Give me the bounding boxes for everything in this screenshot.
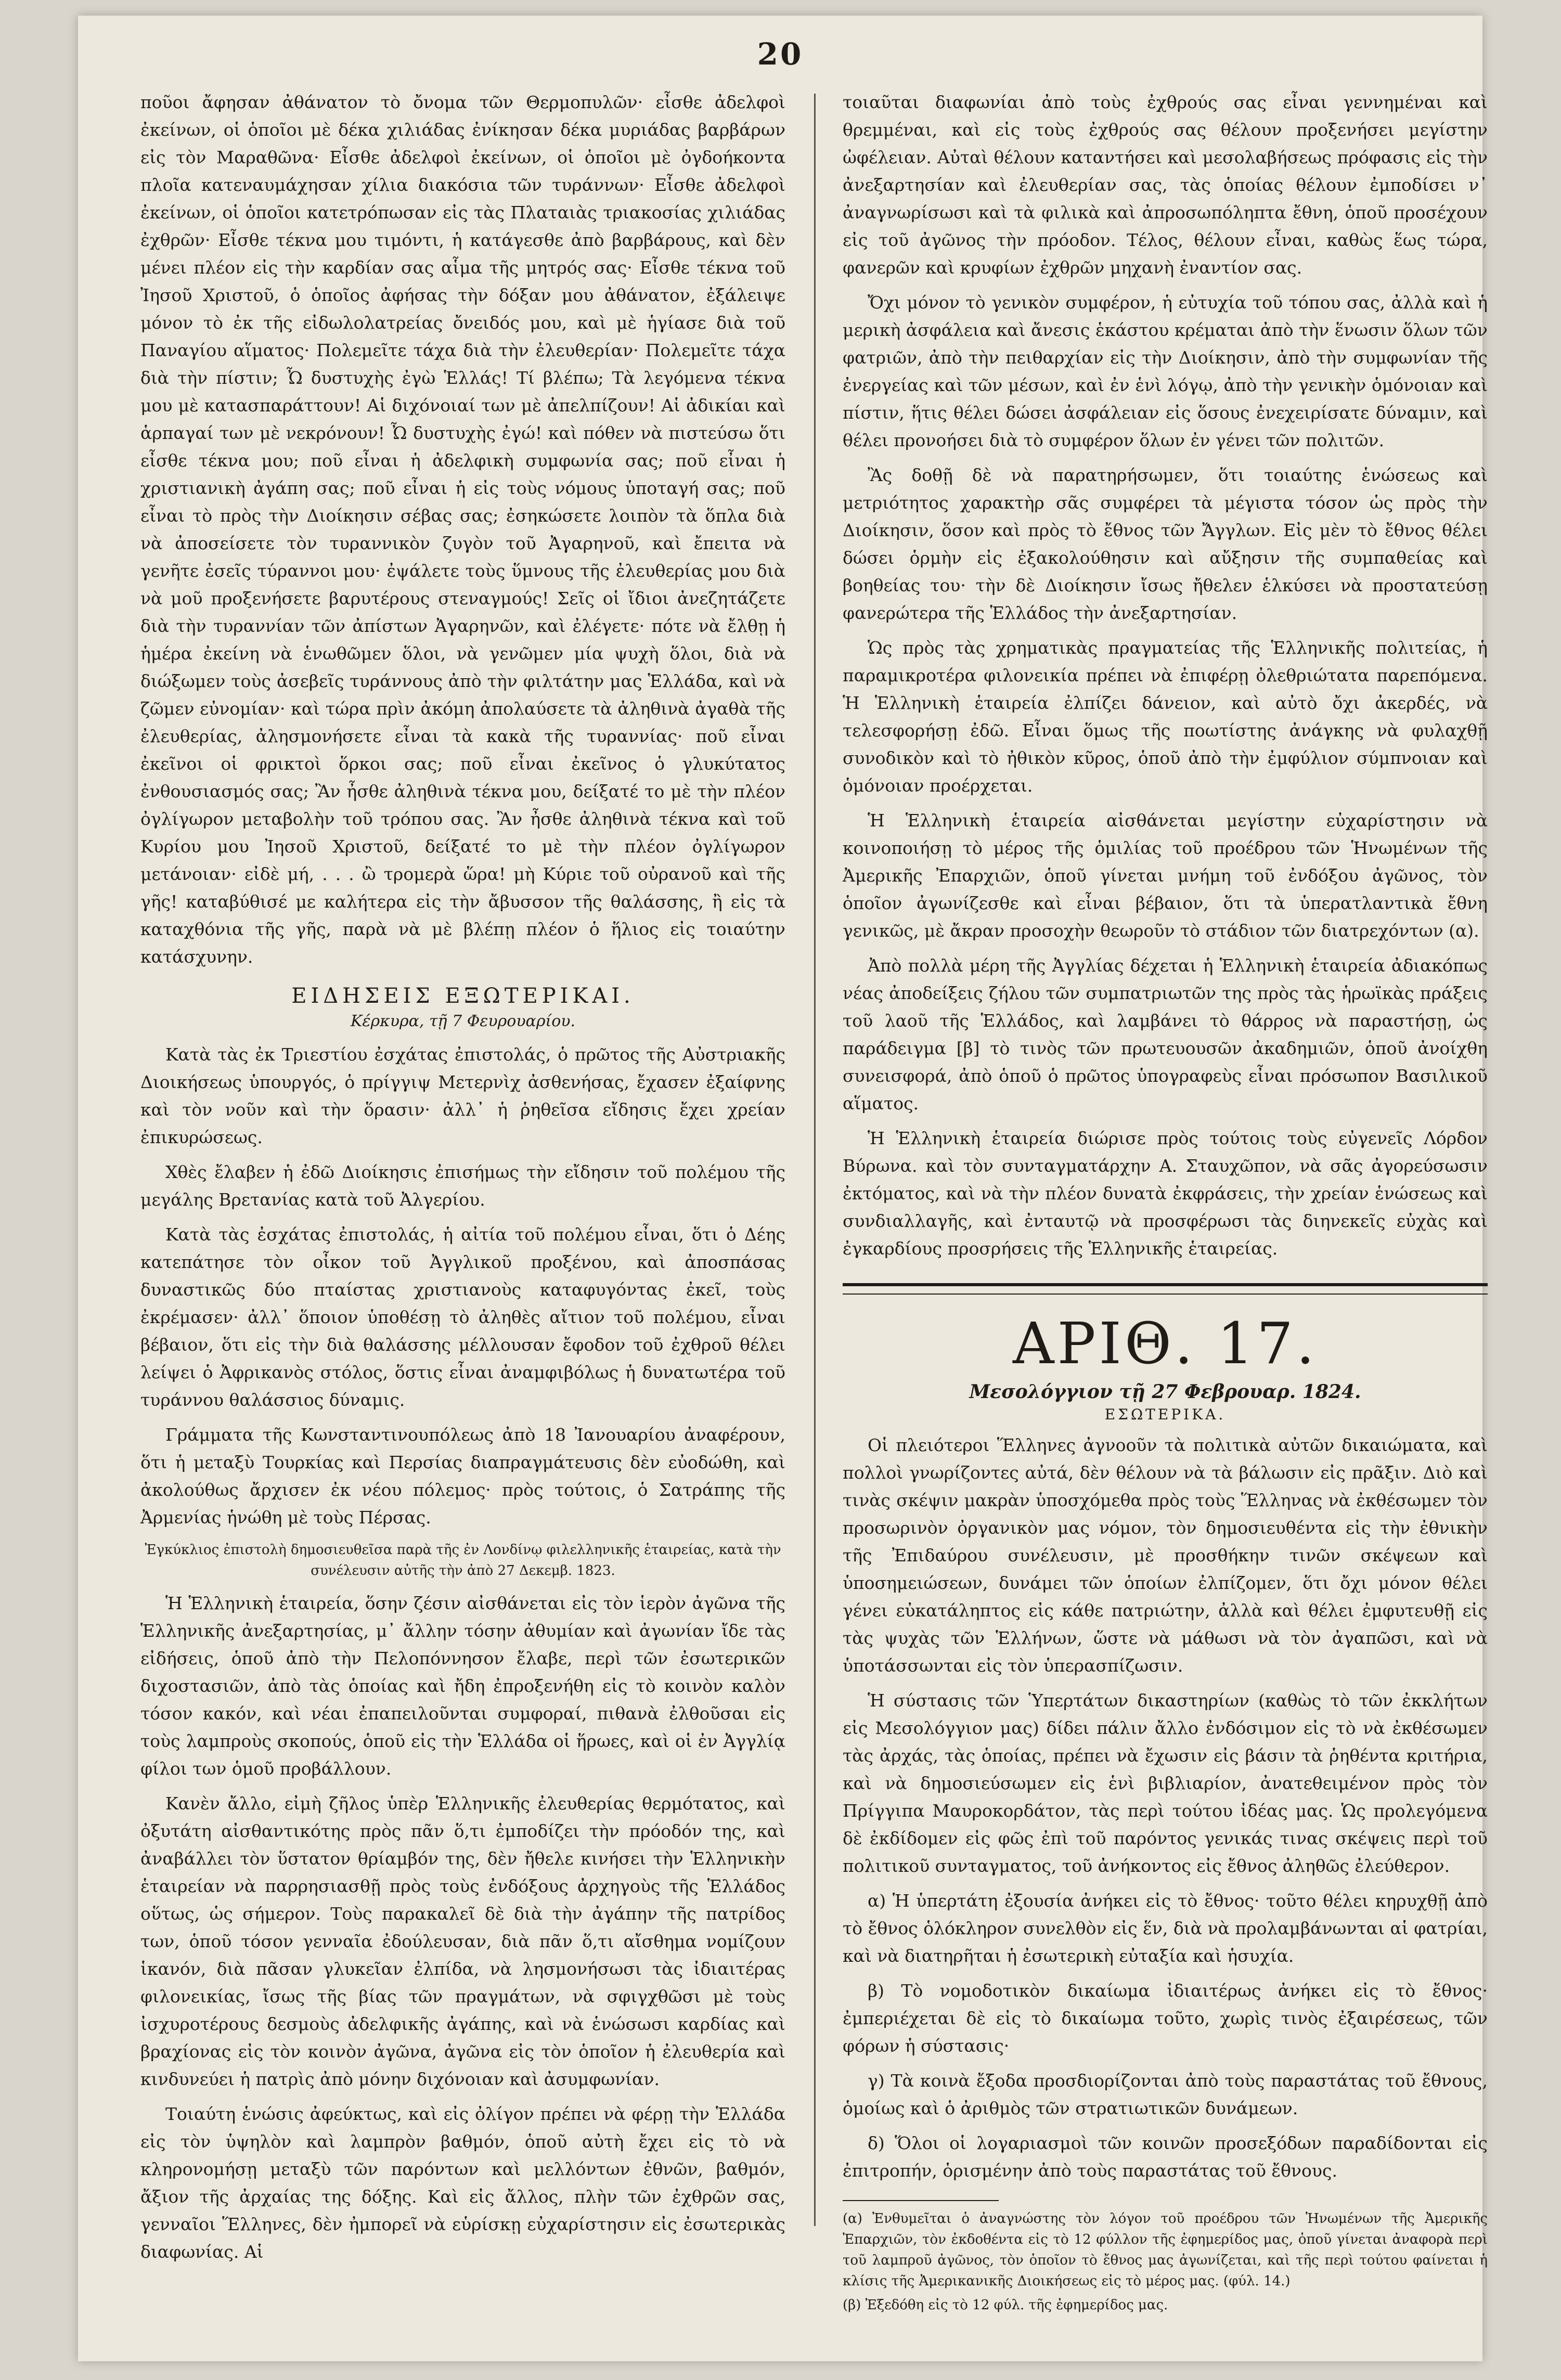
letter-paragraph: Ἡ Ἑλληνικὴ ἑταιρεία, ὅσην ζέσιν αἰσθάνεται εἰς τὸν ἱερὸν ἀγῶνα τῆς Ἑλληνικῆς ἀνεξαρτησίας, μ᾽ ἄλλην τόσην ἀθυμίαν καὶ ἀγωνίαν ἴδε τὰς εἰδήσεις, ὁποῦ ἀπὸ τὴν Πελοπόννησον ἔλαβε, περὶ τῶν ἐσωτερικῶν διχοστασιῶν, ἀπὸ τὰς ὁποίας καὶ ἤδη ἐπροξενήθη εἰς τὸ κοινὸν καλὸν τόσον κακόν, καὶ νέαι ἐπαπειλοῦνται συμφοραί, πιθανὰ ἐλθοῦσαι εἰς τοὺς λαμπροὺς σκοπούς, ὁποῦ εἰς τὴν Ἑλλάδα οἱ ἥρωες, καὶ οἱ ἐν Ἀγγλίᾳ φίλοι των ὁμοῦ προβάλλουν. xyxy=(140,1593,785,1779)
letter-paragraph: Ἡ Ἑλληνικὴ ἑταιρεία αἰσθάνεται μεγίστην εὐχαρίστησιν νὰ κοινοποιήσῃ τὸ μέρος τῆς ὁμιλίας τοῦ προέδρου τῶν Ἡνωμένων τῆς Ἀμερικῆς Ἐπαρχιῶν, ὁποῦ γίνεται μνήμη τοῦ ἐνδόξου ἀγῶνος, τὸν ὁποῖον ἀγωνίζεσθε καὶ εἶναι βέβαιον, ὅτι τὰ ὑπερατλαντικὰ ἔθνη γενικῶς, μὲ ἄκραν προσοχὴν θεωροῦν τὸ στάδιον τῶν διατρεχόντων (α). xyxy=(843,810,1488,941)
issue-number: ΑΡΙΘ. 17. xyxy=(1013,1310,1318,1377)
section-title-foreign-news: ΕΙΔΗΣΕΙΣ ΕΞΩΤΕΡΙΚΑΙ. xyxy=(291,984,635,1008)
domestic-paragraph: Ἡ σύστασις τῶν Ὑπερτάτων δικαστηρίων (καθὼς τὸ τῶν ἐκκλήτων εἰς Μεσολόγγιον μας) δίδει πάλιν ἄλλο ἐνδόσιμον εἰς τὸ νὰ ἐκθέσωμεν τὰς ἀρχάς, τὰς ὁποίας, πρέπει νὰ ἔχωσιν εἰς βάσιν τὰ ῥηθέντα κριτήρια, καὶ νὰ δημοσιεύσωμεν εἰς ἑνὶ βιβλιαρίον, ἀνατεθειμένον πρὸς τὸν Πρίγγιπα Μαυροκορδάτον, τὰς περὶ τούτου ἰδέας μας. Ὡς προλεγόμενα δὲ ἐκδίδομεν εἰς φῶς ἐπὶ τοῦ παρόντος γενικάς τινας σκέψεις περὶ τοῦ πολιτικοῦ συνταγματος, τοῦ ἀνήκοντος εἰς ἔθνος ἀληθῶς ἐλεύθερον. xyxy=(843,1690,1488,1876)
letter-paragraph: Ἂς δοθῇ δὲ νὰ παρατηρήσωμεν, ὅτι τοιαύτης ἑνώσεως καὶ μετριότητος χαρακτὴρ σᾶς συμφέρει τὰ μέγιστα τόσον ὡς πρὸς τὴν Διοίκησιν, ὅσον καὶ πρὸς τὸ ἔθνος τῶν Ἄγγλων. Εἰς μὲν τὸ ἔθνος θέλει δώσει ὁρμὴν εἰς ἐξακολούθησιν καὶ αὔξησιν τῆς συμπαθείας καὶ βοηθείας του· τὴν δὲ Διοίκησιν ἴσως ἤθελεν ἑλκύσει νὰ προστατεύσῃ φανερώτερα τῆς Ἑλλάδος τὴν ἀνεξαρτησίαν. xyxy=(843,465,1488,623)
letter-paragraph: Ὄχι μόνον τὸ γενικὸν συμφέρον, ἡ εὐτυχία τοῦ τόπου σας, ἀλλὰ καὶ ἡ μερικὴ ἀσφάλεια καὶ ἄνεσις ἑκάστου κρέμαται ἀπὸ τὴν ἕνωσιν ὅλων τῶν φατριῶν, ἀπὸ τὴν πειθαρχίαν εἰς τὴν Διοίκησιν, ἀπὸ τὴν συμφωνίαν τῆς ἐνεργείας καὶ τῶν μέσων, καὶ ἐν ἑνὶ λόγῳ, ἀπὸ τὴν γενικὴν ὁμόνοιαν καὶ πίστιν, ἥτις θέλει δώσει ἀσφάλειαν εἰς ὅσους ἐνεχειρίσατε δύναμιν, καὶ θέλει προνοήσει διὰ τὸ συμφέρον ὅλων ἐν γένει τῶν πολιτῶν. xyxy=(843,292,1488,450)
dateline: Κέρκυρα, τῇ 7 Φευρουαρίου. xyxy=(350,1012,576,1030)
page-header xyxy=(78,36,1482,72)
right-column xyxy=(843,88,1488,2319)
domestic-paragraph: Οἱ πλειότεροι Ἕλληνες ἀγνοοῦν τὰ πολιτικὰ αὐτῶν δικαιώματα, καὶ πολλοὶ γνωρίζοντες αὐτά, δὲν θέλουν νὰ τὰ βάλωσιν εἰς πρᾶξιν. Διὸ καὶ τινὰς σκέψιν μακρὰν ὑποσχόμεθα πρὸς τοὺς Ἕλληνας νὰ ἐκθέσωμεν τὸν προσωρινὸν ὀργανικὸν μας νόμον, τὸν δημοσιευθέντα εἰς τὴν ἐθνικὴν τῆς Ἐπιδαύρου συνέλευσιν, μὲ προσθήκην τινῶν σκέψεων καὶ ὑποσημειώσεων, δυνάμει τῶν ὁποίων ἐλπίζομεν, ὅτι ὄχι μόνον θέλει γένει εὐκατάληπτος εἰς κάθε πατριώτην, ἀλλὰ καὶ θέλει ἐμφυτευθῇ εἰς τὰς ψυχὰς τῶν Ἑλλήνων, ὥστε νὰ μάθωσι νὰ τὸν ἀγαπῶσι, καὶ νὰ ὑποτάσσωνται εἰς τὸν ὑπερασπίζωσιν. xyxy=(843,1435,1488,1676)
news-paragraph: Χθὲς ἔλαβεν ἡ ἐδῶ Διοίκησις ἐπισήμως τὴν εἴδησιν τοῦ πολέμου τῆς μεγάλης Βρετανίας κατὰ τοῦ Ἀλγερίου. xyxy=(140,1162,785,1210)
list-item: β) Τὸ νομοδοτικὸν δικαίωμα ἰδιαιτέρως ἀνήκει εἰς τὸ ἔθνος· ἐμπεριέχεται δὲ εἰς τὸ δικαίωμα τοῦτο, χωρὶς τινὸς ἐξαιρέσεως, τῶν φόρων ἡ σύστασις· xyxy=(843,1981,1488,2056)
newspaper-page xyxy=(78,16,1488,2361)
article-paragraph: ποῦοι ἄφησαν ἀθάνατον τὸ ὄνομα τῶν Θερμοπυλῶν· εἶσθε ἀδελφοὶ ἐκείνων, οἱ ὁποῖοι μὲ δέκα χιλιάδας ἐνίκησαν δέκα μυριάδας βαρβάρων εἰς τὸν Μαραθῶνα· Εἶσθε ἀδελφοὶ ἐκείνων, οἱ ὁποῖοι μὲ ὀγδοήκοντα πλοῖα κατεναυμάχησαν χίλια διακόσια τῶν τυράννων· Εἶσθε ἀδελφοὶ ἐκείνων, οἱ ὁποῖοι κατετρόπωσαν εἰς τὰς Πλαταιὰς τριακοσίας χιλιάδας ἐχθρῶν· Εἶσθε τέκνα μου τιμόντι, ἡ κατάγεσθε ἀπὸ βαρβάρους, καὶ δὲν μένει πλέον εἰς τὴν καρδίαν σας αἷμα τῆς μητρός σας· Εἶσθε τέκνα τοῦ Ἰησοῦ Χριστοῦ, ὁ ὁποῖος ἀφήσας τὴν δόξαν μου ἀθάνατον, ἐξάλειψε μόνον τὸ ἐκ τῆς εἰδωλολατρείας ὄνειδός μου, καὶ μὲ ἡγίασε διὰ τοῦ Παναγίου αἵματος· Πολεμεῖτε τάχα διὰ τὴν ἐλευθερίαν· Πολεμεῖτε τάχα διὰ τὴν πίστιν; Ὦ δυστυχὴς ἐγὼ Ἑλλάς! Τί βλέπω; Τὰ λεγόμενα τέκνα μου μὲ κατασπαράττουν! Αἱ διχόνοιαί των μὲ ἀπελπίζουν! Αἱ ἀδικίαι καὶ ἁρπαγαί των μὲ νεκρόνουν! Ὦ δυστυχὴς ἐγώ! καὶ πόθεν νὰ πιστεύσω ὅτι εἶσθε τέκνα μου; ποῦ εἶναι ἡ ἀδελφικὴ συμφωνία σας; ποῦ εἶναι ἡ χριστιανικὴ ἀγάπη σας; ποῦ εἶναι ἡ εἰς τοὺς νόμους ὑποταγή σας; ποῦ εἶναι τὸ πρὸς τὴν Διοίκησιν σέβας σας; ἐσηκώσετε λοιπὸν τὰ ὅπλα διὰ νὰ ἀποσείσετε τὸν τυραννικὸν ζυγὸν τοῦ Ἀγαρηνοῦ, καὶ ἔπειτα νὰ γενῆτε ἐσεῖς τύραννοι μου· ἐψάλετε τοὺς ὕμνους τῆς ἐλευθερίας μου διὰ νὰ μοῦ προξενήσετε βαρυτέρους στεναγμούς! Σεῖς οἱ ἴδιοι ἀνεζητάζετε διὰ τὴν τυραννίαν τῶν ἀπίστων Ἀγαρηνῶν, καὶ ἐλέγετε· πότε νὰ ἔλθῃ ἡ ἡμέρα ἐκείνη νὰ ἑνωθῶμεν ὅλοι, νὰ γενῶμεν μία ψυχὴ ὅλοι, διὰ νὰ διώξωμεν τοὺς ἀσεβεῖς τυράννους ἀπὸ τὴν φιλτάτην μας Ἑλλάδα, καὶ νὰ ζῶμεν εὐνομίαν· καὶ τώρα πρὶν ἀκόμη ἀπολαύσετε τὰ ἀληθινὰ ἀγαθὰ τῆς ἐλευθερίας, ἀλησμονήσετε εἶναι τὰ κακὰ τῆς τυραννίας· ποῦ εἶναι ἐκεῖνοι οἱ φρικτοὶ ὅρκοι σας; ποῦ εἶναι ἐκεῖνος ὁ γλυκύτατος ἐνθουσιασμός σας; Ἂν ἦσθε ἀληθινὰ τέκνα μου, δείξατέ το μὲ τὴν πλέον ὀγλίγωρον μεταβολὴν τοῦ τρόπου σας. Ἂν ἦσθε ἀληθινὰ τέκνα καὶ τοῦ Κυρίου μου Ἰησοῦ Χριστοῦ, δείξατέ το μὲ τὴν πλέον ὀγλίγωρον μετάνοιαν· εἰδὲ μή, . . . ὢ τρομερὰ ὥρα! μὴ Κύριε τοῦ οὐρανοῦ καὶ τῆς γῆς! καταβύθισέ με καλήτερα εἰς τὴν ἄβυσσον τῆς θαλάσσης, ἢ εἰς τὰ καταχθόνια τῆς γῆς, παρὰ νὰ μὲ βλέπῃ πλέον ὁ ἥλιος εἰς τοιαύτην κατάσχυνην. xyxy=(140,92,785,967)
letter-paragraph: Τοιαύτη ἑνώσις ἀφεύκτως, καὶ εἰς ὀλίγον πρέπει νὰ φέρῃ τὴν Ἑλλάδα εἰς τὸν ὑψηλὸν καὶ λαμπρὸν βαθμόν, ὁποῦ αὐτὴ ἔχει εἰς τὸ νὰ κληρονομήσῃ μεταξὺ τῶν παρόντων καὶ μελλόντων ἐθνῶν, βαθμόν, ἄξιον τῆς ἀρχαίας της δόξης. Καὶ εἰς ἄλλος, πλὴν τῶν ἐχθρῶν σας, γενναῖοι Ἕλληνες, δὲν ἠμπορεῖ νὰ εὑρίσκῃ εὐχαρίστησιν εἰς ἐσωτερικὰς διαφωνίας. Αἱ xyxy=(140,2104,785,2262)
letter-paragraph: Ἡ Ἑλληνικὴ ἑταιρεία διώρισε πρὸς τούτοις τοὺς εὐγενεῖς Λόρδον Βύρωνα. καὶ τὸν συνταγματάρχην Α. Σταυχῶπον, νὰ σᾶς ἀγορεύσωσιν ἐκτόματος, καὶ νὰ τὴν πλέον δυνατὰ ἐκφράσεις, τὴν χρείαν ἑνώσεως καὶ συνδιαλλαγῆς, καὶ ἐνταυτῷ νὰ προσφέρωσι τὰς διηνεκεῖς εὐχὰς καὶ ἐγκαρδίους προσρήσεις τῆς Ἑλληνικῆς ἑταιρείας. xyxy=(843,1128,1488,1259)
news-paragraph: Κατὰ τὰς ἐσχάτας ἐπιστολάς, ἡ αἰτία τοῦ πολέμου εἶναι, ὅτι ὁ Δέης κατεπάτησε τὸν οἶκον τοῦ Ἀγγλικοῦ προξένου, καὶ ἀποσπάσας δυναστικῶς δύο πταίστας χριστιανοὺς καταφυγόντας ἐκεῖ, τοὺς ἐκρέμασεν· ἀλλ᾽ ὅποιον ὑποθέσῃ τὸ ἀληθὲς αἴτιον τοῦ πολέμου, εἶναι βέβαιον, ὅτι εἰς τὴν διὰ θαλάσσης μέλλουσαν ἔφοδον τοῦ ἐχθροῦ θέλει λείψει ὁ Ἀφρικανὸς στόλος, ὅστις εἶναι ἀναμφιβόλως ἡ δυνατωτέρα τοῦ τυράννου θαλάσσιος δύναμις. xyxy=(140,1224,785,1410)
double-rule xyxy=(843,1283,1488,1295)
footnote-divider xyxy=(843,2200,999,2201)
letter-paragraph: Κανὲν ἄλλο, εἰμὴ ζῆλος ὑπὲρ Ἑλληνικῆς ἐλευθερίας θερμότατος, καὶ ὀξυτάτη αἰσθαντικότης πρὸς πᾶν ὅ,τι ἐμποδίζει τὴν πρόοδόν της, καὶ ἀναβάλλει τὸν ὕστατον θρίαμβόν της, δὲν ἤθελε κινήσει τὴν Ἑλληνικὴν ἑταιρείαν νὰ παρρησιασθῇ πρὸς τοὺς ἐνδόξους ἀρχηγοὺς τῆς Ἑλλάδος οὕτως, ὡς σήμερον. Τοὺς παρακαλεῖ δὲ διὰ τὴν ἀγάπην τῆς πατρίδος των, ὁποῦ τόσον γενναῖα ἐδούλευσαν, διὰ πᾶν ὅ,τι αἴσθημα νομίζουν ἱκανόν, διὰ πᾶσαν γλυκεῖαν ἐλπίδα, νὰ λησμονήσωσι τὰς ἰδιαιτέρας φιλονεικίας, ἴσως τῆς βίας τῶν πραγμάτων, νὰ σφιγχθῶσι μὲ τοὺς ἰσχυροτέρους δεσμοὺς ἀδελφικῆς ἀγάπης, καὶ νὰ ἑνώσωσι καρδίας καὶ βραχίονας εἰς τὸν κοινὸν ἀγῶνα, ἀγῶνα εἰς τὸν ὁποῖον ἡ ἐλευθερία καὶ κινδυνεύει ἡ πατρὶς ἀπὸ μόνην διχόνοιαν καὶ ἀσυμφωνίαν. xyxy=(140,1793,785,2089)
list-item: δ) Ὅλοι οἱ λογαριασμοὶ τῶν κοινῶν προσεξόδων παραδίδονται εἰς ἐπιτροπήν, ὁρισμένην ἀπὸ τοὺς παραστάτας τοῦ ἔθνους. xyxy=(843,2133,1488,2181)
letter-paragraph: Ὡς πρὸς τὰς χρηματικὰς πραγματείας τῆς Ἑλληνικῆς πολιτείας, ἡ παραμικροτέρα φιλονεικία πρέπει νὰ ἐπιφέρῃ ὀλεθριώτατα παρεπόμενα. Ἡ Ἑλληνικὴ ἑταιρεία ἐλπίζει δάνειον, καὶ αὐτὸ ὄχι ἀκερδές, νὰ τελεσφορήσῃ ἐδῶ. Εἶναι ὅμως τῆς ποωτίστης ἀνάγκης νὰ φυλαχθῇ συνοδικὸν καὶ τὸ ἠθικὸν κῦρος, ὁποῦ ἀπὸ τὴν ἐμφύλιον σύμπνοιαν καὶ ὁμόνοιαν προέρχεται. xyxy=(843,638,1488,796)
letter-heading: Ἐγκύκλιος ἐπιστολὴ δημοσιευθεῖσα παρὰ τῆς ἐν Λονδίνῳ φιλελληνικῆς ἑταιρείας, κατὰ τὴν συνέλευσιν αὐτῆς τὴν ἀπὸ 27 Δεκεμβ. 1823. xyxy=(145,1542,781,1579)
left-column xyxy=(140,88,785,2273)
section-title-domestic: ΕΣΩΤΕΡΙΚΑ. xyxy=(1104,1406,1226,1423)
letter-paragraph: τοιαῦται διαφωνίαι ἀπὸ τοὺς ἐχθρούς σας εἶναι γεννημέναι καὶ θρεμμέναι, καὶ εἰς τοὺς ἐχθρούς σας θέλουν προξενήσει μεγίστην ὠφέλειαν. Αὐταὶ θέλουν καταντήσει καὶ μεσολαβήσεως πρόφασις εἰς τὴν ἀνεξαρτησίαν καὶ ἐλευθερίαν σας, τὰς ὁποίας θέλουν ἐμποδίσει ν᾽ ἀναγνωρίσωσι καὶ τὰ φιλικὰ καὶ ἀπροσωπόληπτα ἔθνη, ὁποῦ προσέχουν εἰς τοῦ ἀγῶνος τὴν πρόοδον. Τέλος, θέλουν εἶναι, καθὼς ἕως τώρα, φανερῶν καὶ κρυφίων ἐχθρῶν μηχανὴ ἐναντίον σας. xyxy=(843,92,1488,278)
letter-paragraph: Ἀπὸ πολλὰ μέρη τῆς Ἀγγλίας δέχεται ἡ Ἑλληνικὴ ἑταιρεία ἀδιακόπως νέας ἀποδείξεις ζήλου τῶν συμπατριωτῶν της πρὸς τὰς ἡρωϊκὰς πράξεις τοῦ λαοῦ τῆς Ἑλλάδος, καὶ λαμβάνει τὸ θάρρος νὰ παραστήσῃ, ὡς παράδειγμα [β] τὸ τινὸς τῶν πρωτευουσῶν ἀκαδημιῶν, ὁποῦ ἀνοίχθη συνεισφορά, ἀπὸ ὁποῦ ὁ πρῶτος ὑπογραφεὺς εἶναι πρόσωπον Βασιλικοῦ αἵματος. xyxy=(843,955,1488,1114)
page-number: 20 xyxy=(757,36,804,72)
footnote: (α) Ἐνθυμεῖται ὁ ἀναγνώστης τὸν λόγον τοῦ προέδρου τῶν Ἡνωμένων τῆς Ἀμερικῆς Ἐπαρχιῶν, τὸν ἐκδοθέντα εἰς τὸ 12 φύλλον τῆς ἐφημερίδος μας, ὁποῦ γίνεται ἀναφορὰ περὶ τοῦ λαμπροῦ ἀγῶνος, τὸν ὁποῖον τὸ ἔθνος μας ἀγωνίζεται, καὶ τῆς περὶ τούτου φαίνεται ἡ κλίσις τῆς Ἀμερικανικῆς Διοικήσεως εἰς τὸ μέρος μας. (φύλ. 14.) xyxy=(843,2211,1488,2289)
news-paragraph: Γράμματα τῆς Κωνσταντινουπόλεως ἀπὸ 18 Ἰανουαρίου ἀναφέρουν, ὅτι ἡ μεταξὺ Τουρκίας καὶ Περσίας διαπραγμάτευσις δὲν εὐοδώθη, καὶ ἀκολούθως ἄρχισεν ἐκ νέου πόλεμος· πρὸς τούτοις, ὁ Σατράπης τῆς Ἀρμενίας ἡνώθη μὲ τοὺς Πέρσας. xyxy=(140,1425,785,1528)
list-item: γ) Τὰ κοινὰ ἔξοδα προσδιορίζονται ἀπὸ τοὺς παραστάτας τοῦ ἔθνους, ὁμοίως καὶ ὁ ἀριθμὸς τῶν στρατιωτικῶν δυνάμεων. xyxy=(843,2071,1488,2118)
issue-date: Μεσολόγγιον τῇ 27 Φεβρουαρ. 1824. xyxy=(969,1381,1361,1403)
footnote: (β) Ἐξεδόθη εἰς τὸ 12 φύλ. τῆς ἐφημερίδος μας. xyxy=(843,2297,1168,2313)
column-divider xyxy=(814,94,816,2226)
news-paragraph: Κατὰ τὰς ἐκ Τριεστίου ἐσχάτας ἐπιστολάς, ὁ πρῶτος τῆς Αὐστριακῆς Διοικήσεως ὑπουργός, ὁ πρίγγιψ Μετερνὶχ ἀσθενήσας, ἔχασεν ἐξαίφνης καὶ τὸν νοῦν καὶ τὴν ὅρασιν· ἀλλ᾽ ἡ ῥηθεῖσα εἴδησις ἔχει χρείαν ἐπικυρώσεως. xyxy=(140,1044,785,1147)
list-item: α) Ἡ ὑπερτάτη ἐξουσία ἀνήκει εἰς τὸ ἔθνος· τοῦτο θέλει κηρυχθῇ ἀπὸ τὸ ἔθνος ὁλόκληρον συνελθὸν εἰς ἕν, διὰ νὰ προλαμβάνωνται αἱ φατρίαι, καὶ νὰ διατηρῆται ἡ ἐσωτερικὴ εὐταξία καὶ ἡσυχία. xyxy=(843,1891,1488,1966)
